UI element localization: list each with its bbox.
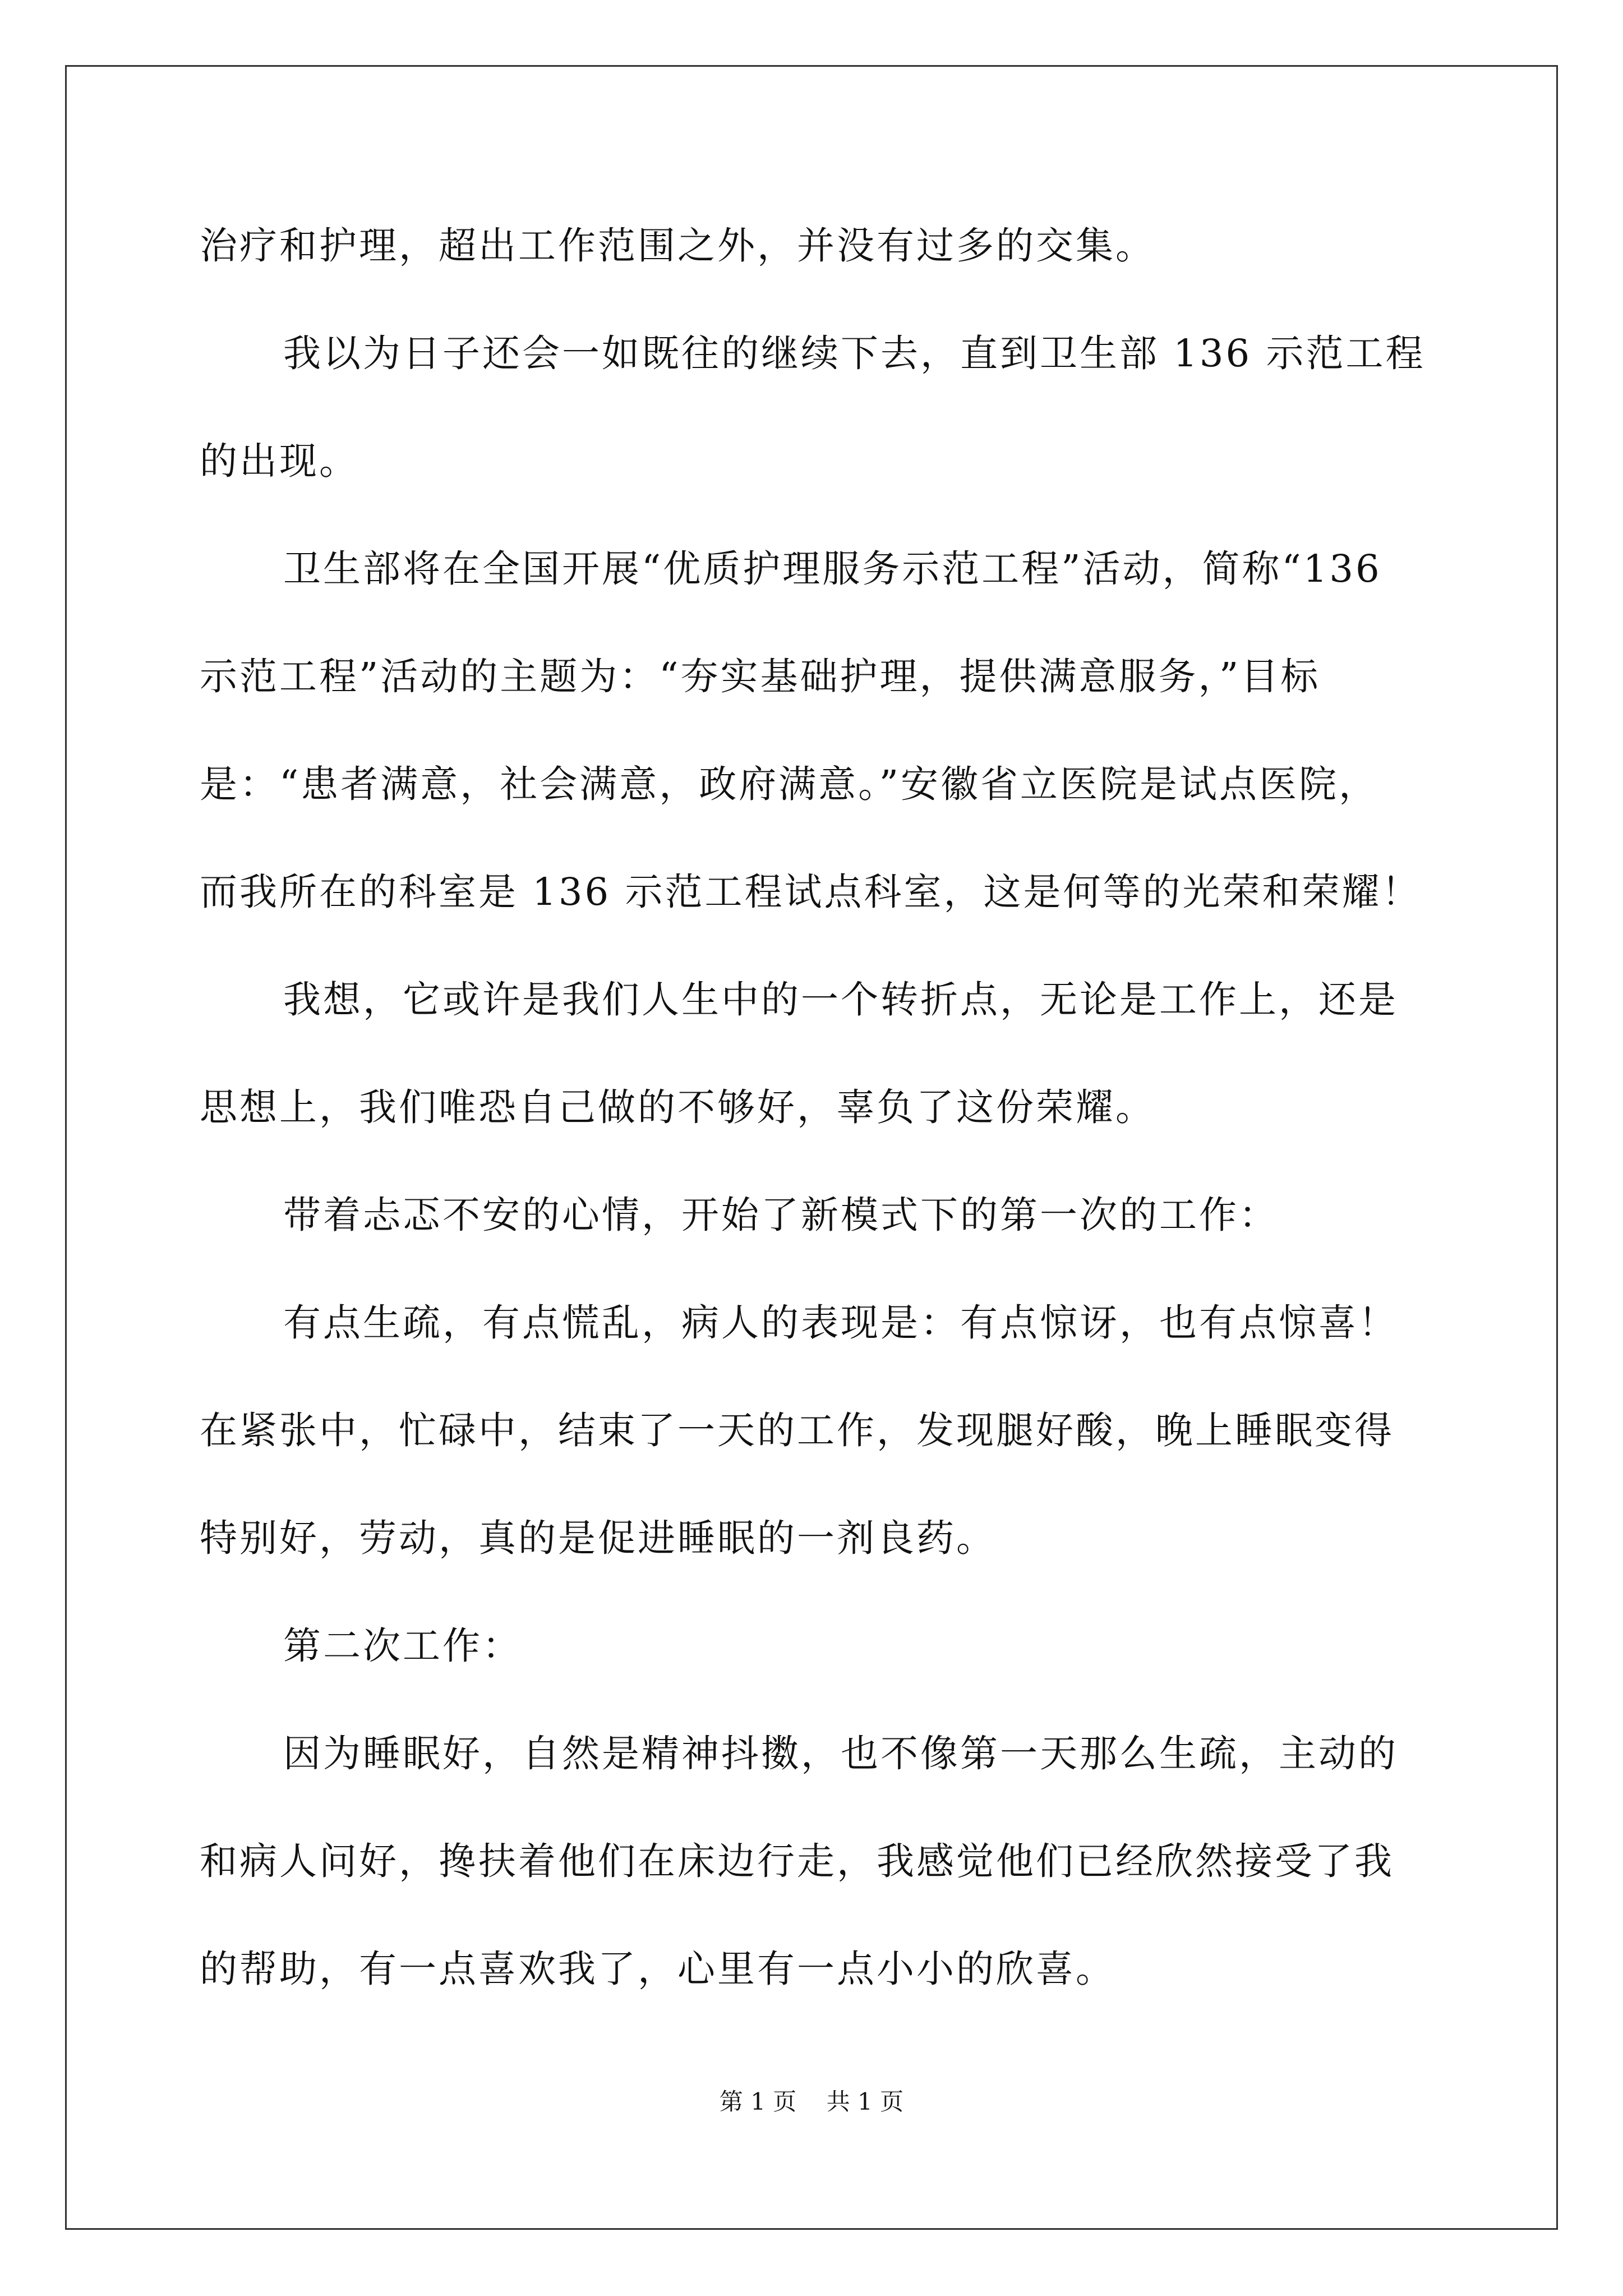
paragraph-line: 有点生疏，有点慌乱，病人的表现是：有点惊讶，也有点惊喜！ — [283, 1301, 1398, 1345]
paragraph-line: 带着忐忑不安的心情，开始了新模式下的第一次的工作： — [283, 1193, 1279, 1237]
paragraph-line: 卫生部将在全国开展“优质护理服务示范工程”活动，简称“136 — [283, 547, 1382, 591]
text-line: 示范工程”活动的主题为：“夯实基础护理，提供满意服务，”目标 — [200, 655, 1321, 698]
text-line: 特别好，劳动，真的是促进睡眠的一剂良药。 — [200, 1516, 996, 1560]
paragraph-line: 我以为日子还会一如既往的继续下去，直到卫生部 136 示范工程 — [283, 332, 1426, 375]
text-line: 和病人问好，搀扶着他们在床边行走，我感觉他们已经欣然接受了我 — [200, 1839, 1394, 1883]
page-border — [65, 65, 1558, 2230]
text-line: 在紧张中，忙碌中，结束了一天的工作，发现腿好酸，晚上睡眠变得 — [200, 1409, 1394, 1452]
text-line: 思想上，我们唯恐自己做的不够好，辜负了这份荣耀。 — [200, 1085, 1155, 1129]
text-line: 治疗和护理，超出工作范围之外，并没有过多的交集。 — [200, 224, 1155, 268]
text-line: 的帮助，有一点喜欢我了，心里有一点小小的欣喜。 — [200, 1947, 1115, 1991]
text-line: 而我所在的科室是 136 示范工程试点科室，这是何等的光荣和荣耀！ — [200, 870, 1422, 914]
text-line: 是：“患者满意，社会满意，政府满意。”安徽省立医院是试点医院， — [200, 762, 1379, 806]
paragraph-line: 因为睡眠好，自然是精神抖擞，也不像第一天那么生疏，主动的 — [283, 1732, 1398, 1775]
paragraph-line: 第二次工作： — [283, 1624, 522, 1668]
text-line: 的出现。 — [200, 439, 359, 483]
paragraph-line: 我想，它或许是我们人生中的一个转折点，无论是工作上，还是 — [283, 978, 1398, 1022]
page-number-footer: 第 1 页 共 1 页 — [719, 2088, 904, 2115]
